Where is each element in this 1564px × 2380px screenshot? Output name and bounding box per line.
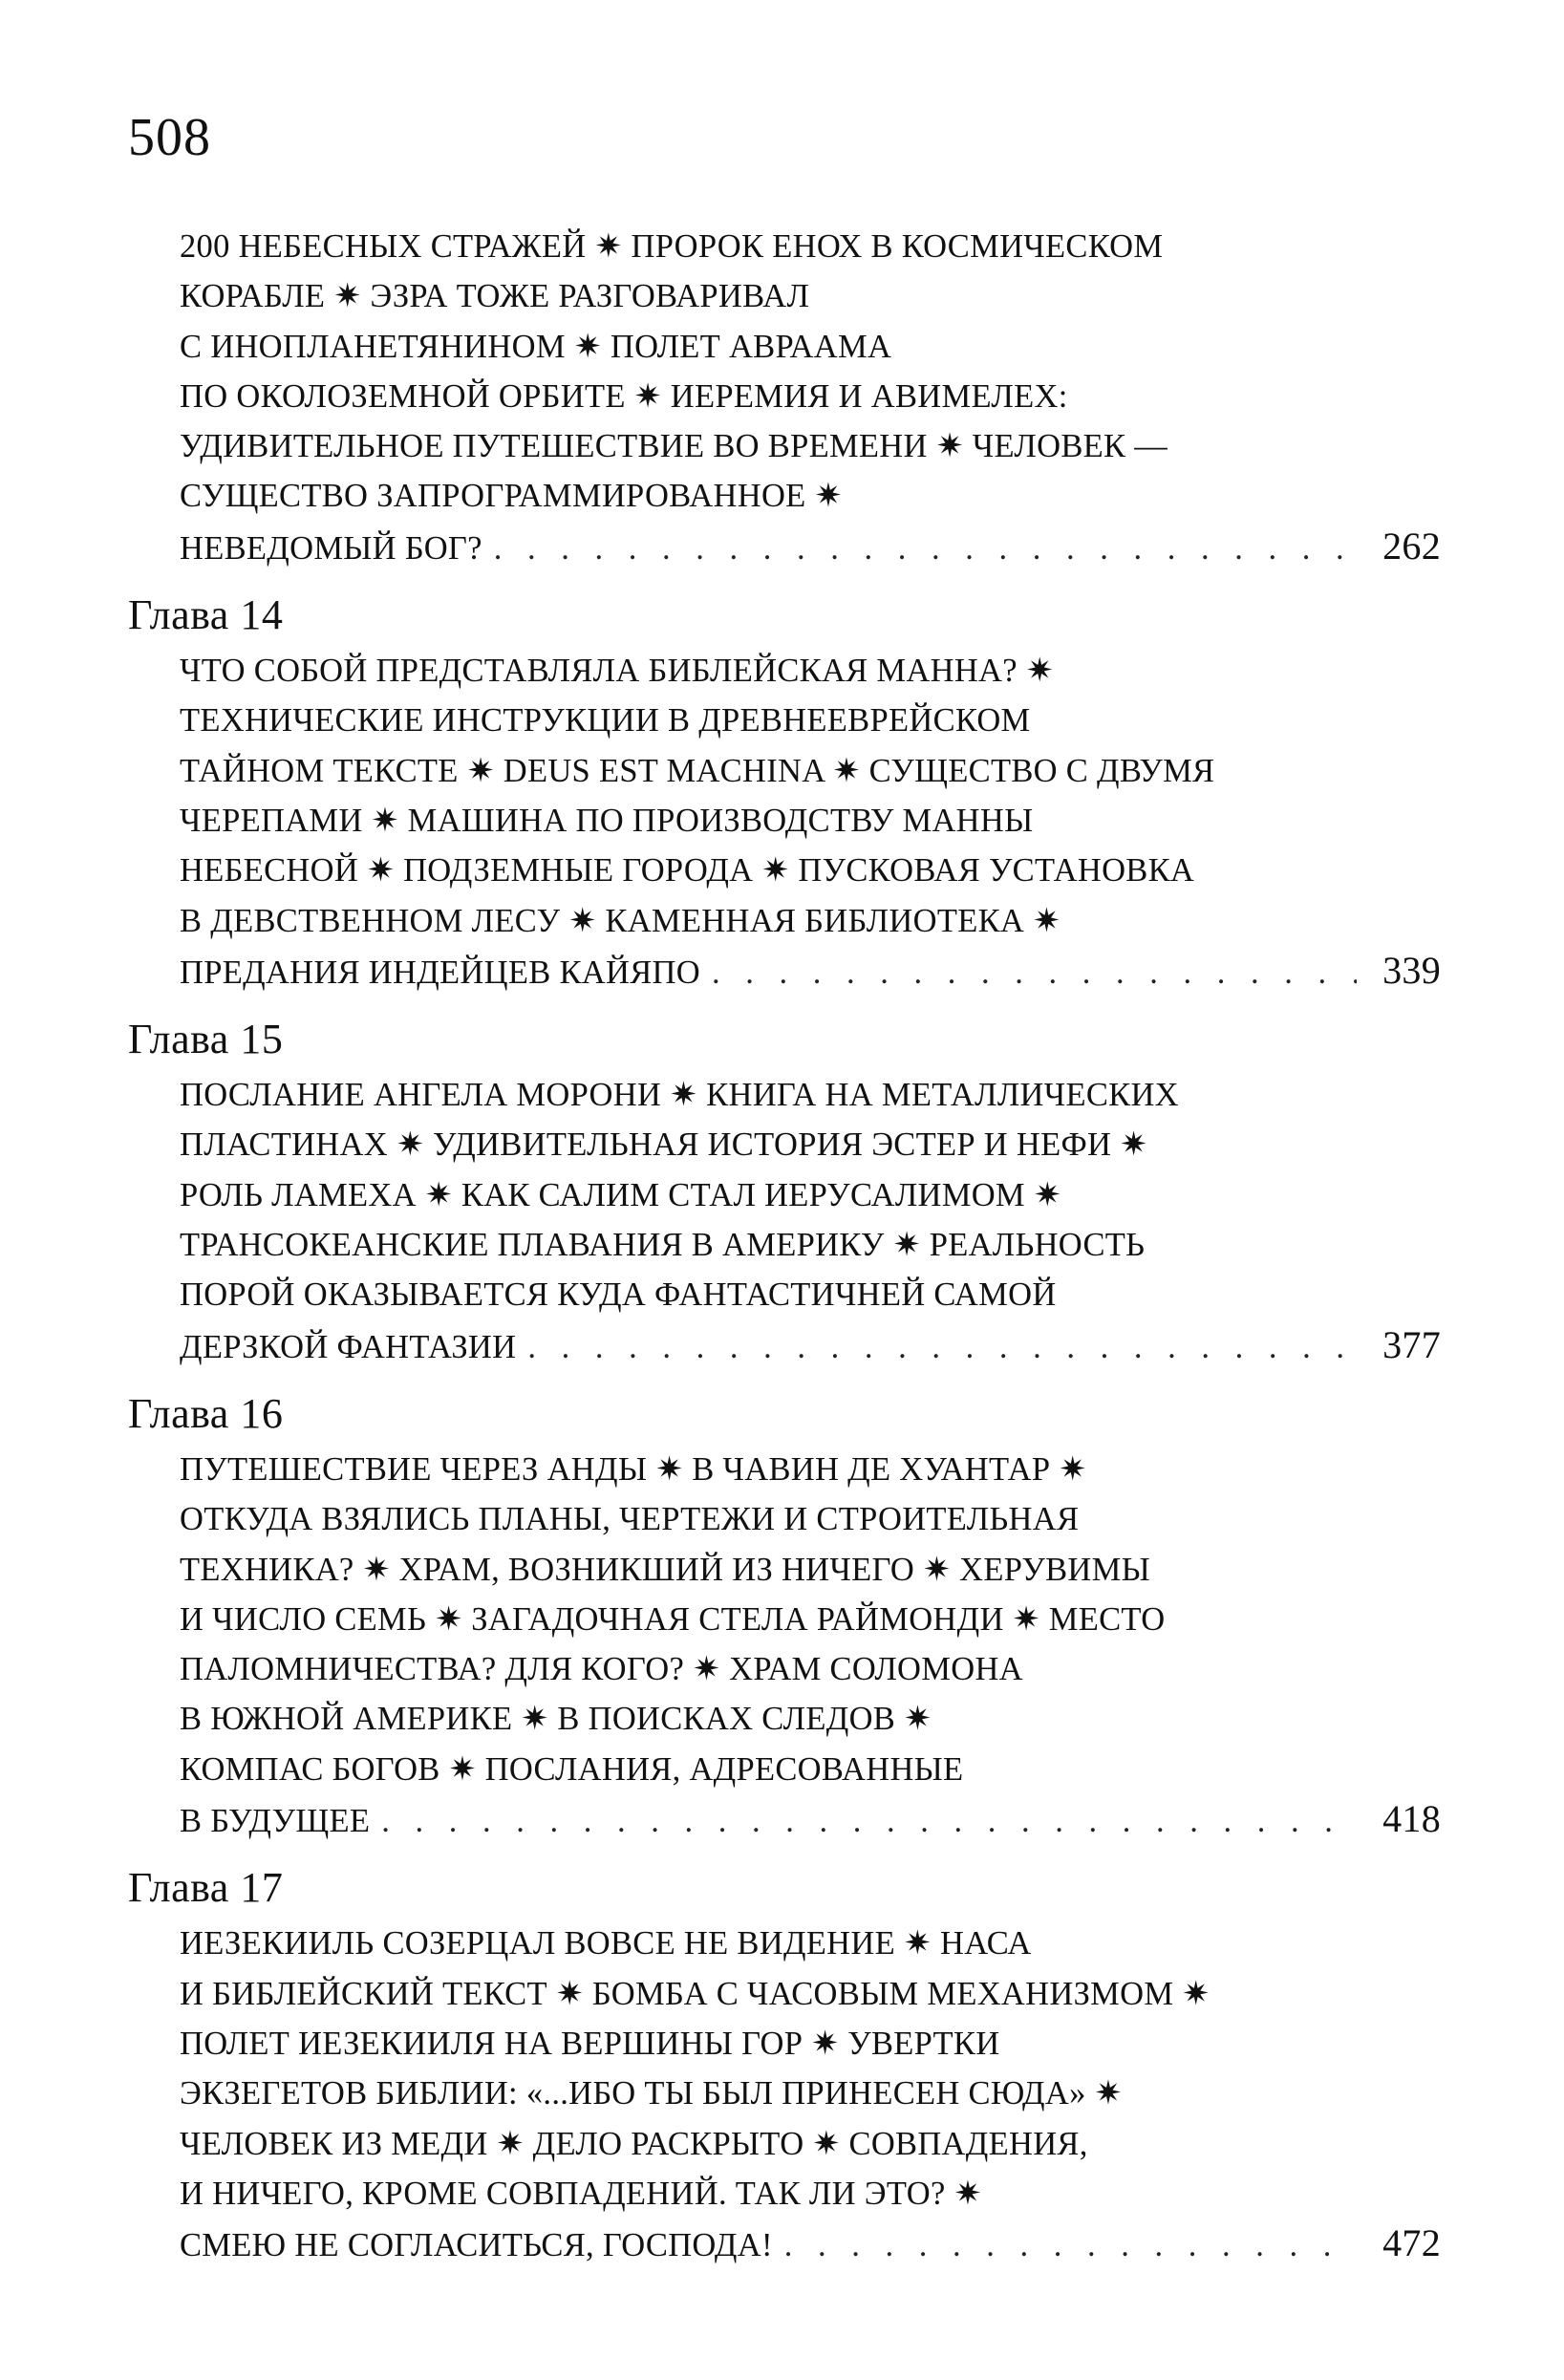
toc-page-number: 472 [1382,2221,1441,2265]
toc-entry-line: ЧТО СОБОЙ ПРЕДСТАВЛЯЛА БИБЛЕЙСКАЯ МАННА? ✷ [180,653,1054,690]
toc-entry [128,1919,1441,2268]
chapter-heading: Глава 17 [128,1864,284,1912]
toc-entry-line: ПО ОКОЛОЗЕМНОЙ ОРБИТЕ ✷ ИЕРЕМИЯ И АВИМЕЛЕХ: [180,377,1068,415]
toc-entry [128,1445,1441,1844]
toc-page-number: 377 [1382,1322,1441,1366]
toc-entry-line: ПОСЛАНИЕ АНГЕЛА МОРОНИ ✷ КНИГА НА МЕТАЛЛИЧЕСКИХ [180,1077,1179,1114]
toc-entry-line-text: СМЕЮ НЕ СОГЛАСИТЬСЯ, ГОСПОДА! [180,2227,773,2264]
toc-entry-line-text: НЕВЕДОМЫЙ БОГ? [180,529,482,567]
toc-entry-line: ТРАНСОКЕАНСКИЕ ПЛАВАНИЯ В АМЕРИКУ ✷ РЕАЛЬНОСТЬ [180,1227,1146,1264]
toc-page-number: 418 [1382,1797,1441,1841]
toc-entry-line: С ИНОПЛАНЕТЯНИНОМ ✷ ПОЛЕТ АВРААМА [180,328,892,365]
toc-entry-line: ИЕЗЕКИИЛЬ СОЗЕРЦАЛ ВОВСЕ НЕ ВИДЕНИЕ ✷ НАСА [180,1925,1032,1962]
toc-entry-last-line [180,2219,1441,2268]
toc-entry-last-line [180,1794,1441,1844]
toc-entry-line: ЧЕРЕПАМИ ✷ МАШИНА ПО ПРОИЗВОДСТВУ МАННЫ [180,802,1034,839]
toc-entry-line: ЧЕЛОВЕК ИЗ МЕДИ ✷ ДЕЛО РАСКРЫТО ✷ СОВПАДЕНИЯ, [180,2125,1088,2162]
dot-leader [784,2220,1357,2270]
toc-entry-line: И БИБЛЕЙСКИЙ ТЕКСТ ✷ БОМБА С ЧАСОВЫМ МЕХАНИЗМОМ ✷ [180,1975,1210,2012]
toc-entry-last-line [180,946,1441,996]
toc-entry-line: УДИВИТЕЛЬНОЕ ПУТЕШЕСТВИЕ ВО ВРЕМЕНИ ✷ ЧЕЛОВЕК — [180,428,1168,465]
toc-entry-line: В ДЕВСТВЕННОМ ЛЕСУ ✷ КАМЕННАЯ БИБЛИОТЕКА ✷ [180,902,1061,939]
dot-leader [527,1322,1357,1372]
table-of-contents [128,222,1441,2268]
toc-entry-line: ПОЛЕТ ИЕЗЕКИИЛЯ НА ВЕРШИНЫ ГОР ✷ УВЕРТКИ [180,2025,1000,2062]
toc-entry-line: ПУТЕШЕСТВИЕ ЧЕРЕЗ АНДЫ ✷ В ЧАВИН ДЕ ХУАНТАР ✷ [180,1450,1087,1488]
dot-leader [712,948,1357,997]
toc-entry-line-text: ПРЕДАНИЯ ИНДЕЙЦЕВ КАЙЯПО [180,954,700,991]
toc-entry-line: ТЕХНИЧЕСКИЕ ИНСТРУКЦИИ В ДРЕВНЕЕВРЕЙСКОМ [180,702,1031,740]
chapter-heading: Глава 16 [128,1389,284,1437]
toc-entry-line: ПЛАСТИНАХ ✷ УДИВИТЕЛЬНАЯ ИСТОРИЯ ЭСТЕР И НЕФИ ✷ [180,1126,1148,1164]
toc-entry-line: 200 НЕБЕСНЫХ СТРАЖЕЙ ✷ ПРОРОК ЕНОХ В КОСМИЧЕСКОМ [180,228,1164,265]
toc-entry-line: СУЩЕСТВО ЗАПРОГРАММИРОВАННОЕ ✷ [180,478,843,515]
dot-leader [494,524,1357,573]
page-number: 508 [128,108,211,167]
toc-entry-line-text: В БУДУЩЕЕ [180,1803,371,1840]
toc-entry-line: ТЕХНИКА? ✷ ХРАМ, ВОЗНИКШИЙ ИЗ НИЧЕГО ✷ ХЕРУВИМЫ [180,1551,1150,1588]
toc-entry [128,222,1441,571]
toc-page-number: 339 [1382,948,1441,992]
toc-entry-line: КОМПАС БОГОВ ✷ ПОСЛАНИЯ, АДРЕСОВАННЫЕ [180,1750,964,1788]
toc-entry-line: И ЧИСЛО СЕМЬ ✷ ЗАГАДОЧНАЯ СТЕЛА РАЙМОНДИ ✷ МЕСТО [180,1600,1166,1638]
toc-entry-line-text: ДЕРЗКОЙ ФАНТАЗИИ [180,1328,517,1365]
toc-entry-line: ТАЙНОМ ТЕКСТЕ ✷ DEUS EST MACHINA ✷ СУЩЕСТВО С ДВУМЯ [180,752,1215,789]
toc-entry-line: В ЮЖНОЙ АМЕРИКЕ ✷ В ПОИСКАХ СЛЕДОВ ✷ [180,1701,932,1738]
toc-entry-line: ЭКЗЕГЕТОВ БИБЛИИ: «...ИБО ТЫ БЫЛ ПРИНЕСЕН СЮДА» ✷ [180,2075,1123,2112]
toc-entry-line: ПАЛОМНИЧЕСТВА? ДЛЯ КОГО? ✷ ХРАМ СОЛОМОНА [180,1651,1023,1688]
chapter-heading: Глава 14 [128,591,284,639]
toc-entry [128,646,1441,996]
toc-entry-line: И НИЧЕГО, КРОМЕ СОВПАДЕНИЙ. ТАК ЛИ ЭТО? ✷ [180,2175,982,2212]
toc-page-number: 262 [1382,524,1441,568]
chapter-heading: Глава 15 [128,1016,284,1063]
toc-entry-last-line [180,1320,1441,1370]
toc-entry-last-line [180,522,1441,571]
toc-entry-line: ПОРОЙ ОКАЗЫВАЕТСЯ КУДА ФАНТАСТИЧНЕЙ САМОЙ [180,1276,1057,1314]
toc-entry [128,1070,1441,1370]
toc-entry-line: РОЛЬ ЛАМЕХА ✷ КАК САЛИМ СТАЛ ИЕРУСАЛИМОМ ✷ [180,1176,1062,1213]
toc-entry-line: КОРАБЛЕ ✷ ЭЗРА ТОЖЕ РАЗГОВАРИВАЛ [180,278,810,315]
toc-entry-line: НЕБЕСНОЙ ✷ ПОДЗЕМНЫЕ ГОРОДА ✷ ПУСКОВАЯ УСТАНОВКА [180,852,1195,890]
dot-leader [381,1796,1357,1846]
toc-entry-line: ОТКУДА ВЗЯЛИСЬ ПЛАНЫ, ЧЕРТЕЖИ И СТРОИТЕЛЬНАЯ [180,1501,1080,1538]
